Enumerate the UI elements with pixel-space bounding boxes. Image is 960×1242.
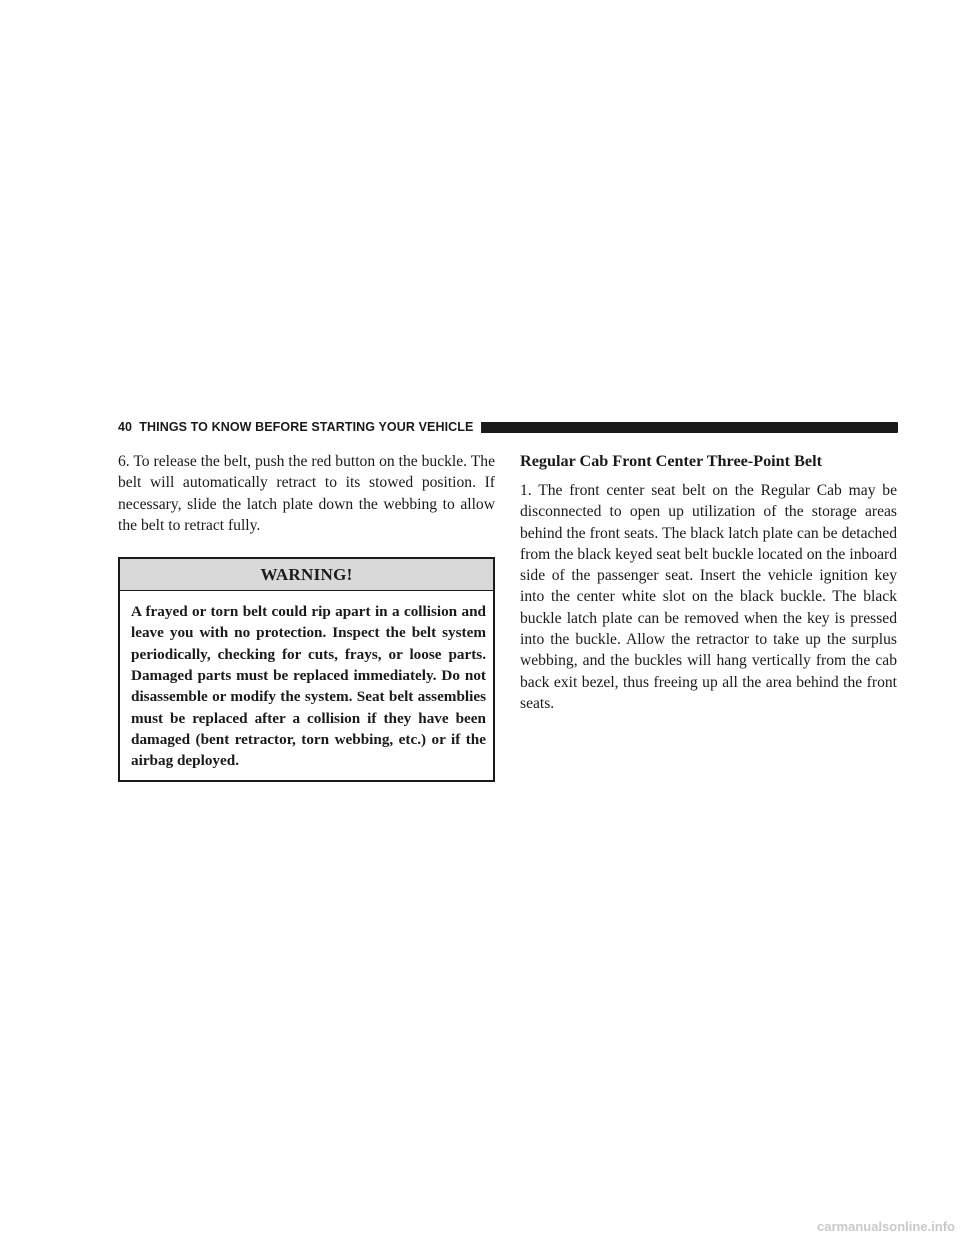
warning-box [118,557,495,781]
warning-body: A frayed or torn belt could rip apart in a collision and leave you with no protection. Inspect the belt system periodically, checking for cuts, frays, or loose parts. Damaged parts must be replaced immediately. Do not disassemble or modify the system. Seat belt assemblies must be replaced after a collision if they have been damaged (bent retractor, torn webbing, etc.) or if the airbag deployed. [131,603,486,770]
step-1-paragraph: 1. The front center seat belt on the Regular Cab may be disconnected to open up utilization of the storage areas behind the front seats. The black latch plate can be detached from the black keyed seat belt buckle located on the inboard side of the passenger seat. Insert the vehicle ignition key into the center white slot on the black buckle. The black buckle latch plate can be removed when the key is pressed into the buckle. Allow the retractor to take up the surplus webbing, and the buckles will hang vertically from the cab back exit bezel, thus freeing up all the area behind the front seats. [520,482,897,712]
watermark-text: carmanualsonline.info [817,1219,955,1234]
section-heading: Regular Cab Front Center Three-Point Belt [520,452,822,470]
page-header-text [118,420,473,434]
section-title: THINGS TO KNOW BEFORE STARTING YOUR VEHICLE [139,420,474,434]
page-number: 40 [118,420,133,434]
header-rule-bar [481,422,898,433]
left-column [118,451,495,782]
step-6-paragraph: 6. To release the belt, push the red button on the buckle. The belt will automatically retract to its stowed position. If necessary, slide the latch plate down the webbing to allow the belt to retract fully. [118,453,495,534]
warning-title: WARNING! [120,559,493,591]
right-column [520,451,897,714]
page-header [118,418,898,436]
